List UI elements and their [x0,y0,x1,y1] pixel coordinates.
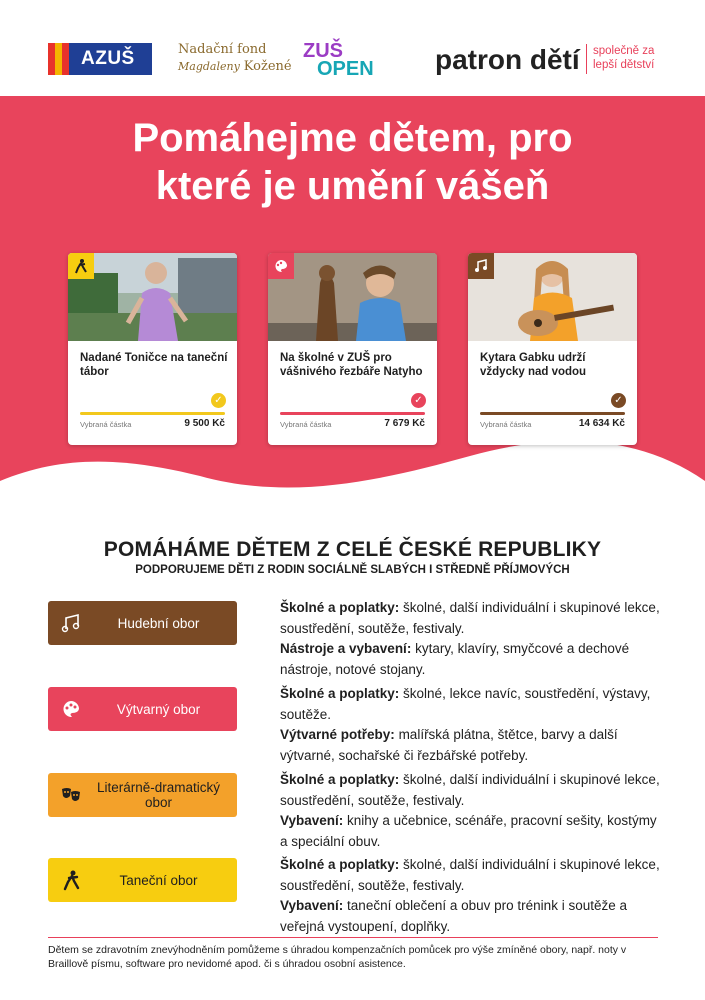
card-amount-label: Vybraná částka [280,420,332,429]
hero-section [0,96,705,521]
zus-open-bottom: OPEN [317,58,374,80]
campaign-card-naty[interactable] [268,253,437,445]
card-progress-bar [280,412,425,415]
category-literarne-dramaticky-obor[interactable] [48,773,237,817]
hero-title-line2: které je umění vášeň [155,164,550,208]
desc-value: školné, další individuální i skupinové lekce, soustředění, soutěže, festivaly. [280,857,660,893]
section-title: POMÁHÁME DĚTEM Z CELÉ ČESKÉ REPUBLIKY [103,538,602,561]
check-icon: ✓ [211,393,226,408]
desc-value: kytary, klavíry, smyčcové a dechové nástroje, notové stojany. [280,641,630,677]
category-label: Taneční obor [119,872,198,888]
desc-value: školné, další individuální i skupinové lekce, soustředění, soutěže, festivaly. [280,772,660,808]
section-subtitle: PODPORUJEME DĚTI Z RODIN SOCIÁLNĚ SLABÝCH I STŘEDNĚ PŘÍJMOVÝCH [135,564,570,576]
category-label: Výtvarný obor [116,701,201,717]
category-tanecni-obor[interactable] [48,858,237,902]
nadacni-fond-signature: Magdaleny [178,60,240,73]
azus-logo-text: AZUŠ [81,48,135,69]
card-amount: 14 634 Kč [578,418,625,429]
desc-key: Školné a poplatky: [280,857,400,872]
check-icon: ✓ [411,393,426,408]
desc-key: Nástroje a vybavení: [280,641,412,656]
card-progress-bar [480,412,625,415]
palette-icon [60,698,82,720]
music-notes-icon [60,612,82,634]
campaign-card-tonicka[interactable] [68,253,237,445]
nadacni-fond-line2: Kožené [243,59,292,74]
partner-logos [0,0,705,96]
footer-note: Dětem se zdravotním znevýhodněním pomůžeme s úhradou kompenzačních pomůcek pro výše zmíněné obory, např. noty v Braillově písmu, software pro nevidomé apod. či s úhradou osobní asistence. [48,944,627,970]
card-amount: 9 500 Kč [184,418,225,429]
desc-value: školné, další individuální i skupinové lekce, soustředění, soutěže, festivaly. [280,600,660,636]
desc-key: Školné a poplatky: [280,772,400,787]
category-label: Literárně-dramatický obor [96,780,221,810]
card-title: Kytara Gabku udrží vždycky nad vodou [480,352,587,378]
footer-divider [48,937,658,938]
hero-title-line1: Pomáhejme dětem, pro [132,116,573,160]
category-description-vytvarny [280,684,665,766]
card-amount: 7 679 Kč [384,418,425,429]
patron-tagline: společně za lepší dětství [593,45,655,71]
card-title: Na školné v ZUŠ pro vášnivého řezbáře Natyho [280,352,423,378]
check-icon: ✓ [611,393,626,408]
nadacni-fond-line1: Nadační fond [178,42,267,57]
desc-value: taneční oblečení a obuv pro trénink i soutěže a veřejná vystoupení, doplňky. [280,898,627,934]
zus-open-top: ZUŠ [303,40,343,62]
card-amount-label: Vybraná částka [480,420,532,429]
desc-key: Vybavení: [280,898,344,913]
hero-title [0,114,705,210]
theater-masks-icon [60,784,82,806]
card-progress-bar [80,412,225,415]
category-description-hudebni [280,598,665,680]
desc-key: Školné a poplatky: [280,686,400,701]
desc-value: knihy a učebnice, scénáře, pracovní sešity, kostýmy a speciální obuv. [280,813,657,849]
desc-value: školné, lekce navíc, soustředění, výstavy, soutěže. [280,686,651,722]
category-description-tanecni [280,855,665,937]
dancer-icon [60,869,82,891]
music-notes-icon [468,253,494,279]
patron-deti-logo: patron dětí [435,44,580,75]
palette-icon [268,253,294,279]
desc-value: malířská plátna, štětce, barvy a další výtvarné, sochařské či řezbářské potřeby. [280,727,618,763]
azus-logo [48,43,152,75]
dancer-icon [68,253,94,279]
card-amount-label: Vybraná částka [80,420,132,429]
category-label: Hudební obor [117,615,200,631]
category-hudebni-obor[interactable] [48,601,237,645]
card-title: Nadané Toničce na taneční tábor [80,352,228,378]
category-description-literarne-dramaticky [280,770,665,852]
category-vytvarny-obor[interactable] [48,687,237,731]
desc-key: Školné a poplatky: [280,600,400,615]
patron-divider [586,44,587,74]
desc-key: Výtvarné potřeby: [280,727,395,742]
zus-open-logo [303,42,395,78]
nadacni-fond-logo [178,42,292,82]
campaign-card-gabka[interactable] [468,253,637,445]
desc-key: Vybavení: [280,813,344,828]
